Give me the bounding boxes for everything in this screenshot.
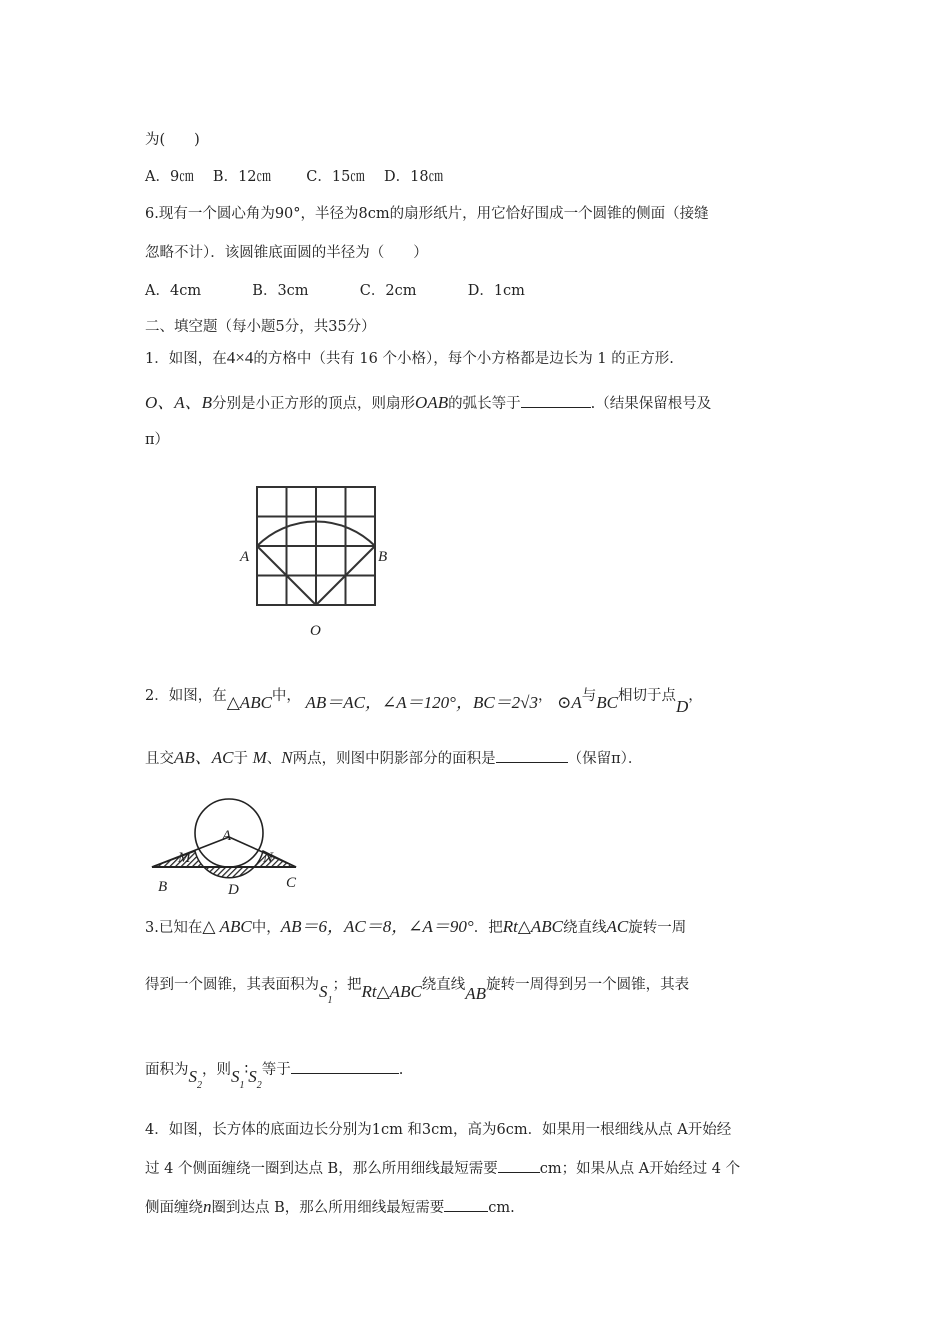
q6-option-d: D．1cm: [467, 283, 525, 299]
f2-text-j: 两点，则图中阴影部分的面积是: [292, 751, 496, 767]
q6-option-a: A．4cm: [145, 283, 202, 299]
f4-n: n: [203, 1197, 212, 1216]
f2-text-h: 于: [233, 751, 248, 767]
f3-line2: [145, 973, 690, 1006]
f4-answer-blank-1[interactable]: [498, 1158, 540, 1173]
f3-ratio-s2: [248, 1067, 262, 1091]
q5-option-c: C．15㎝: [306, 169, 365, 185]
f3-s-symbol: S: [188, 1067, 197, 1086]
f3-text-j: 面积为: [145, 1062, 189, 1078]
fig2-label-n: N: [263, 850, 274, 866]
fig2-label-d: D: [228, 882, 239, 898]
label-a: A: [240, 549, 250, 565]
q6-option-c: C．2cm: [359, 283, 417, 299]
f3-text-c: ．把: [473, 920, 503, 936]
f3-rt-triangle: Rt△ABC: [502, 917, 563, 936]
f3-text-b: 中，: [251, 920, 281, 936]
f3-s-symbol: S: [248, 1067, 257, 1086]
f3-text-e: 旋转一周: [628, 920, 687, 936]
fig2-label-a: A: [222, 828, 232, 844]
f1-line2: [145, 388, 711, 413]
f3-s2-subscript: 2: [256, 1080, 262, 1091]
f2-text-c: ，: [538, 688, 553, 704]
f3-answer-blank[interactable]: [291, 1059, 399, 1074]
f2-text-i: 、: [266, 751, 282, 767]
f4-line3: [145, 1196, 515, 1217]
f1-line3: π）: [145, 432, 170, 448]
f4-text-2b: cm；如果从点 A开始经过 4 个: [539, 1161, 741, 1177]
label-b: B: [378, 549, 388, 565]
f1-text-b: 的方格中（共有 16 个小格），每个小方格都是边长为 1 的正方形.: [253, 351, 674, 367]
f2-answer-blank[interactable]: [496, 748, 568, 763]
q6-option-b: B．3cm: [252, 283, 309, 299]
f1-sector-name: OAB: [415, 393, 449, 412]
f4-line2: [145, 1157, 740, 1178]
q6-line2: 忽略不计）．该圆锥底面圆的半径为（ ）: [145, 245, 428, 261]
f1-text-a: 1．如图，在: [145, 351, 227, 367]
f2-triangle: △ABC: [226, 693, 272, 712]
f3-line1: [145, 912, 686, 937]
f2-text-e: 相切于点: [618, 688, 676, 704]
f2-sides: AB、AC: [174, 748, 234, 767]
f2-line1: [145, 680, 703, 716]
fig2-label-m: M: [178, 850, 191, 866]
f1-text-e: .（结果保留根号及: [590, 396, 712, 412]
f3-text-l: 等于: [261, 1062, 291, 1078]
f3-text-a: 3.已知在: [145, 920, 203, 936]
f2-line2: [145, 743, 642, 768]
f1-text-d: 的弧长等于: [448, 396, 521, 412]
f3-text-f: 得到一个圆锥，其表面积为: [145, 977, 319, 993]
f3-rt-triangle-2: Rt△ABC: [361, 982, 422, 1001]
f4-text-3b: 圈到达点 B，那么所用细线最短需要: [211, 1200, 445, 1216]
q5-option-d: D．18㎝: [384, 169, 444, 185]
f3-conditions: AB＝6，AC＝8，∠A＝90°: [280, 917, 474, 936]
q5-option-a: A．9㎝: [145, 169, 194, 185]
f3-ratio-colon: ∶: [244, 1062, 249, 1078]
f3-s-symbol: S: [231, 1067, 240, 1086]
f3-s1-subscript: 1: [239, 1080, 245, 1091]
f3-s-symbol: S: [319, 982, 328, 1001]
f2-text-g: 且交: [145, 751, 174, 767]
f3-text-k: ，则: [202, 1062, 231, 1078]
f3-s2: [188, 1067, 203, 1091]
f3-line3: [145, 1058, 404, 1091]
f2-text-d: 与: [581, 688, 597, 704]
f1-points: O、A、B: [145, 393, 213, 412]
f3-triangle: △ ABC: [202, 917, 252, 936]
f4-answer-blank-2[interactable]: [444, 1197, 488, 1212]
f1-line1: [145, 347, 674, 368]
q6-line1: 6.现有一个圆心角为90°，半径为8cm的扇形纸片，用它恰好围成一个圆锥的侧面（接缝: [145, 206, 709, 222]
q5-option-b: B．12㎝: [212, 169, 272, 185]
f4-text-3a: 侧面缠绕: [145, 1200, 203, 1216]
f3-s1: [319, 982, 333, 1006]
f4-line1: 4．如图，长方体的底面边长分别为1cm 和3cm，高为6cm．如果用一根细线从点 A开始经: [145, 1122, 732, 1138]
f3-axis-ac: AC: [606, 917, 629, 936]
f2-circle-a: ⊙A: [557, 693, 582, 712]
q6-options: [145, 279, 525, 300]
shaded-region: [152, 851, 296, 878]
f3-axis-ab: AB: [465, 984, 487, 1003]
section2-title: 二、填空题（每小题5分，共35分）: [145, 319, 376, 335]
f2-point-d: D: [676, 697, 689, 716]
f2-point-n: N: [281, 748, 293, 767]
f2-text-k: （保留π）．: [567, 751, 643, 767]
f1-grid-size: 4×4: [226, 348, 254, 367]
f3-text-g: ；把: [332, 977, 362, 993]
f1-text-c: 分别是小正方形的顶点，则扇形: [212, 396, 416, 412]
f3-text-h: 绕直线: [421, 977, 466, 993]
f3-ratio-s1: [231, 1067, 245, 1091]
q5-tail: 为( ): [145, 132, 200, 148]
f1-answer-blank[interactable]: [521, 393, 591, 408]
f3-s1-subscript: 1: [327, 995, 333, 1006]
label-o: O: [310, 623, 321, 639]
f3-text-i: 旋转一周得到另一个圆锥，其表: [486, 977, 690, 993]
f2-conditions: AB＝AC，∠A＝120°，BC＝2√3: [305, 693, 539, 712]
f2-bc: BC: [596, 693, 618, 712]
fig2-label-c: C: [286, 875, 297, 891]
grid-sector-figure: [235, 480, 405, 650]
f2-text-f: ，: [688, 688, 703, 704]
f2-point-m: M: [252, 748, 267, 767]
fig2-label-b: B: [158, 879, 168, 895]
f4-text-2a: 过 4 个侧面缠绕一圈到达点 B，那么所用细线最短需要: [145, 1161, 498, 1177]
f3-text-d: 绕直线: [563, 920, 607, 936]
f3-s2-subscript: 2: [197, 1080, 202, 1091]
f3-text-m: .: [398, 1062, 404, 1078]
f2-text-a: 2．如图，在: [145, 688, 227, 704]
triangle-circle-figure: [150, 795, 330, 900]
f4-text-3c: cm.: [488, 1200, 515, 1216]
q5-options: [145, 165, 443, 186]
f2-text-b: 中，: [271, 688, 301, 704]
